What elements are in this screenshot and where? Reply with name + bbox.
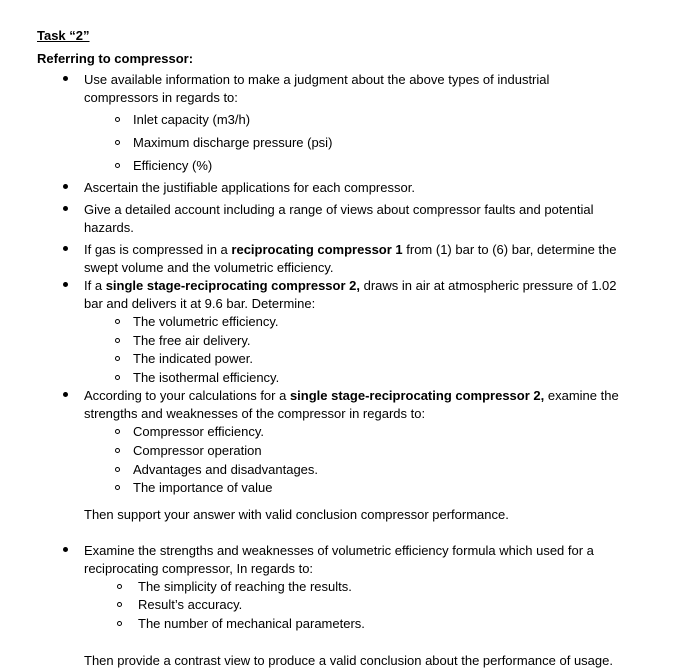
bullet-6-post: examine the [544, 388, 619, 403]
bullet-6-sub-3: Advantages and disadvantages. [133, 462, 319, 477]
bullet-4-line-2: swept volume and the volumetric efficiency. [84, 260, 334, 275]
bullet-4-post: from (1) bar to (6) bar, determine the [402, 242, 617, 257]
bullet-7-line-2: reciprocating compressor, In regards to: [84, 561, 314, 576]
bullet-icon [63, 547, 68, 552]
circle-bullet-icon [115, 429, 120, 434]
bullet-5-post: draws in air at atmospheric pressure of 1.02 [360, 278, 617, 293]
circle-bullet-icon [115, 117, 120, 122]
bullet-5-line-1 [84, 277, 617, 295]
bullet-4-pre: If gas is compressed in a [84, 242, 232, 257]
bullet-1-sub-3: Efficiency (%) [133, 158, 213, 173]
section-heading: Referring to compressor: [37, 51, 194, 66]
circle-bullet-icon [115, 485, 120, 490]
circle-bullet-icon [117, 584, 122, 589]
bullet-6-conclusion: Then support your answer with valid conclusion compressor performance. [84, 507, 509, 522]
bullet-6-sub-4: The importance of value [133, 480, 273, 495]
bullet-icon [63, 206, 68, 211]
bullet-1-line-2: compressors in regards to: [84, 90, 238, 105]
circle-bullet-icon [115, 375, 120, 380]
bullet-icon [63, 282, 68, 287]
circle-bullet-icon [115, 319, 120, 324]
bullet-2-line-1: Ascertain the justifiable applications for each compressor. [84, 180, 415, 195]
bullet-1-line-1: Use available information to make a judgment about the above types of industrial [84, 72, 550, 87]
bullet-5-pre: If a [84, 278, 106, 293]
bullet-7-conclusion: Then provide a contrast view to produce a valid conclusion about the performance of usage. [84, 653, 613, 668]
bullet-7-sub-1: The simplicity of reaching the results. [138, 579, 352, 594]
bullet-1-sub-1: Inlet capacity (m3/h) [133, 112, 251, 127]
bullet-4-line-1 [84, 241, 617, 259]
bullet-icon [63, 184, 68, 189]
circle-bullet-icon [117, 621, 122, 626]
bullet-5-sub-3: The indicated power. [133, 351, 253, 366]
bullet-6-sub-1: Compressor efficiency. [133, 424, 265, 439]
bullet-5-bold: single stage-reciprocating compressor 2, [105, 278, 360, 293]
bullet-1-sub-2: Maximum discharge pressure (psi) [133, 135, 333, 150]
bullet-icon [63, 76, 68, 81]
circle-bullet-icon [115, 140, 120, 145]
task-title: Task “2” [37, 28, 90, 43]
bullet-7-sub-2: Result’s accuracy. [138, 597, 243, 612]
circle-bullet-icon [115, 163, 120, 168]
circle-bullet-icon [115, 448, 120, 453]
bullet-4-bold: reciprocating compressor 1 [231, 242, 403, 257]
circle-bullet-icon [115, 467, 120, 472]
circle-bullet-icon [115, 338, 120, 343]
circle-bullet-icon [117, 602, 122, 607]
bullet-6-pre: According to your calculations for a [84, 388, 290, 403]
bullet-6-line-1 [84, 387, 619, 405]
bullet-3-line-1: Give a detailed account including a range of views about compressor faults and potential [84, 202, 594, 217]
bullet-7-sub-3: The number of mechanical parameters. [138, 616, 365, 631]
bullet-5-sub-2: The free air delivery. [133, 333, 251, 348]
bullet-6-line-2: strengths and weaknesses of the compressor in regards to: [84, 406, 426, 421]
bullet-icon [63, 392, 68, 397]
bullet-5-sub-4: The isothermal efficiency. [133, 370, 280, 385]
bullet-6-bold: single stage-reciprocating compressor 2, [289, 388, 545, 403]
bullet-5-line-2: bar and delivers it at 9.6 bar. Determine: [84, 296, 316, 311]
bullet-6-sub-2: Compressor operation [133, 443, 262, 458]
bullet-7-line-1: Examine the strengths and weaknesses of volumetric efficiency formula which used for a [84, 543, 594, 558]
circle-bullet-icon [115, 356, 120, 361]
bullet-3-line-2: hazards. [84, 220, 134, 235]
bullet-5-sub-1: The volumetric efficiency. [133, 314, 279, 329]
bullet-icon [63, 246, 68, 251]
